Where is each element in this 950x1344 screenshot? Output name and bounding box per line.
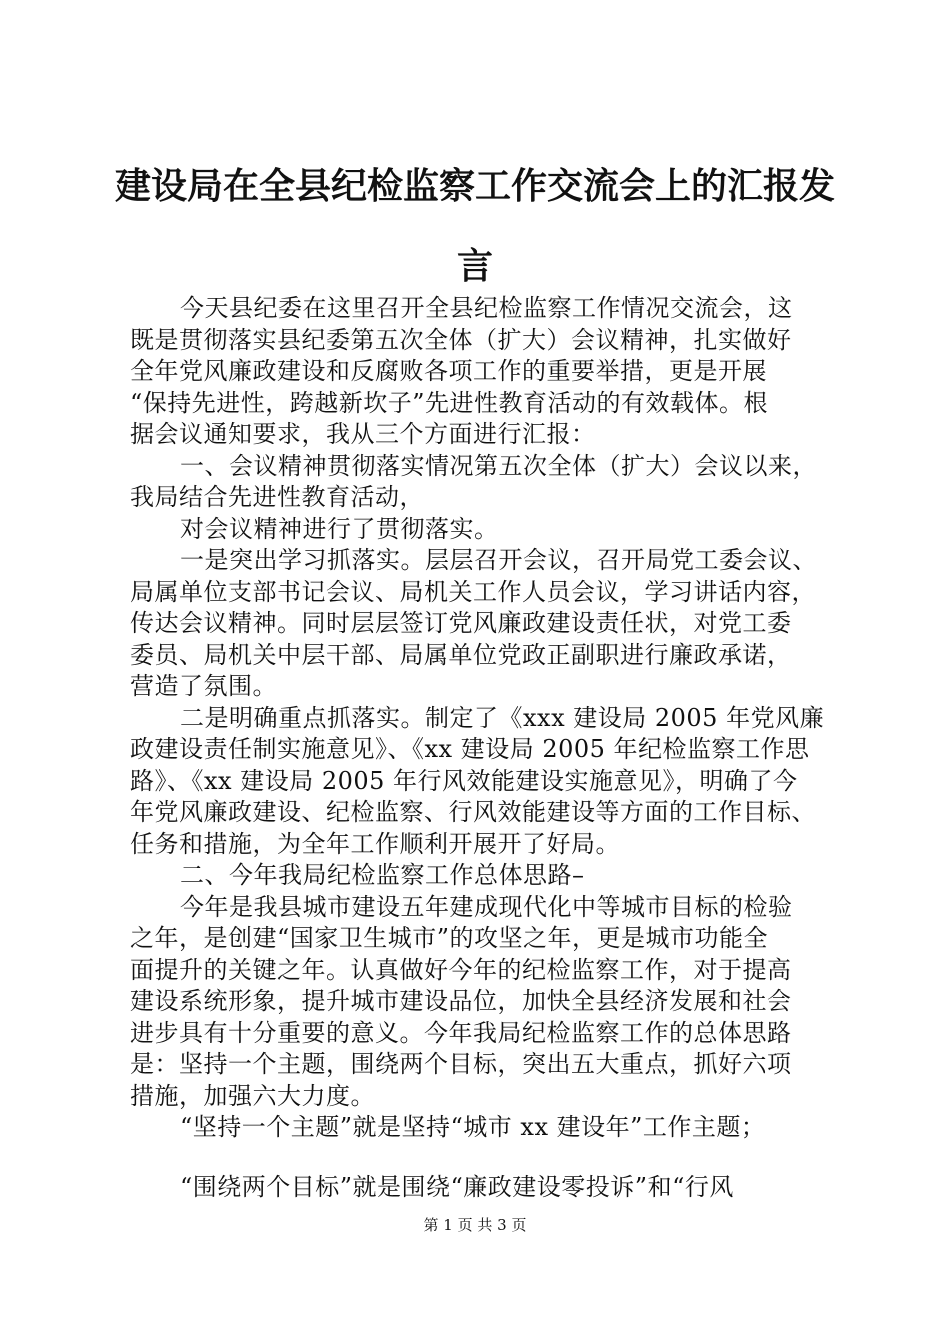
body-line: 据会议通知要求，我从三个方面进行汇报：	[130, 420, 596, 448]
body-line: 今天县纪委在这里召开全县纪检监察工作情况交流会，这	[180, 294, 793, 322]
body-line: “保持先进性，跨越新坎子”先进性教育活动的有效载体。根	[130, 388, 769, 417]
paragraph-gap	[130, 1144, 830, 1172]
body-line: 委员、局机关中层干部、局属单位党政正副职进行廉政承诺，	[130, 640, 792, 669]
body-line: 是：坚持一个主题，围绕两个目标，突出五大重点，抓好六项	[130, 1050, 792, 1078]
body-line: 进步具有十分重要的意义。今年我局纪检监察工作的总体思路	[130, 1018, 792, 1047]
body-line: 局属单位支部书记会议、局机关工作人员会议，学习讲话内容，	[130, 577, 816, 606]
body-line: 今年是我县城市建设五年建成现代化中等城市目标的检验	[180, 892, 793, 921]
body-line: 二是明确重点抓落实。制定了《xxx 建设局 2005 年党风廉	[180, 703, 825, 732]
body-line: 任务和措施，为全年工作顺利开展开了好局。	[130, 829, 620, 858]
body-line: 对会议精神进行了贯彻落实。	[180, 514, 499, 543]
body-line: 建设系统形象，提升城市建设品位，加快全县经济发展和社会	[130, 987, 792, 1015]
page-footer: 第 1 页 共 3 页	[423, 1216, 527, 1234]
body-line: 全年党风廉政建设和反腐败各项工作的重要举措，更是开展	[130, 357, 767, 385]
body-line: 传达会议精神。同时层层签订党风廉政建设责任状，对党工委	[130, 609, 792, 637]
body-line: 一、会议精神贯彻落实情况第五次全体（扩大）会议以来，	[180, 451, 817, 480]
document-title-line-1: 建设局在全县纪检监察工作交流会上的汇报发	[114, 165, 835, 207]
body-line: 既是贯彻落实县纪委第五次全体（扩大）会议精神，扎实做好	[130, 325, 792, 354]
body-line: 面提升的关键之年。认真做好今年的纪检监察工作，对于提高	[130, 955, 792, 984]
body-line: 我局结合先进性教育活动，	[130, 483, 424, 511]
body-line: 年党风廉政建设、纪检监察、行风效能建设等方面的工作目标、	[130, 798, 816, 826]
document-body	[130, 293, 830, 1203]
body-line: “围绕两个目标”就是围绕“廉政建设零投诉”和“行风	[180, 1172, 734, 1201]
body-line: 路》、《xx 建设局 2005 年行风效能建设实施意见》，明确了今	[130, 766, 798, 795]
body-line: 二、今年我局纪检监察工作总体思路–	[180, 861, 585, 889]
document-title-line-2: 言	[456, 245, 493, 287]
body-line: 政建设责任制实施意见》、《xx 建设局 2005 年纪检监察工作思	[130, 735, 810, 763]
body-line: 措施，加强六大力度。	[130, 1081, 375, 1110]
body-line: “坚持一个主题”就是坚持“城市 xx 建设年”工作主题；	[180, 1113, 766, 1141]
body-line: 一是突出学习抓落实。层层召开会议，召开局党工委会议、	[180, 546, 817, 574]
body-line: 营造了氛围。	[130, 672, 277, 700]
body-line: 之年，是创建“国家卫生城市”的攻坚之年，更是城市功能全	[130, 924, 769, 952]
